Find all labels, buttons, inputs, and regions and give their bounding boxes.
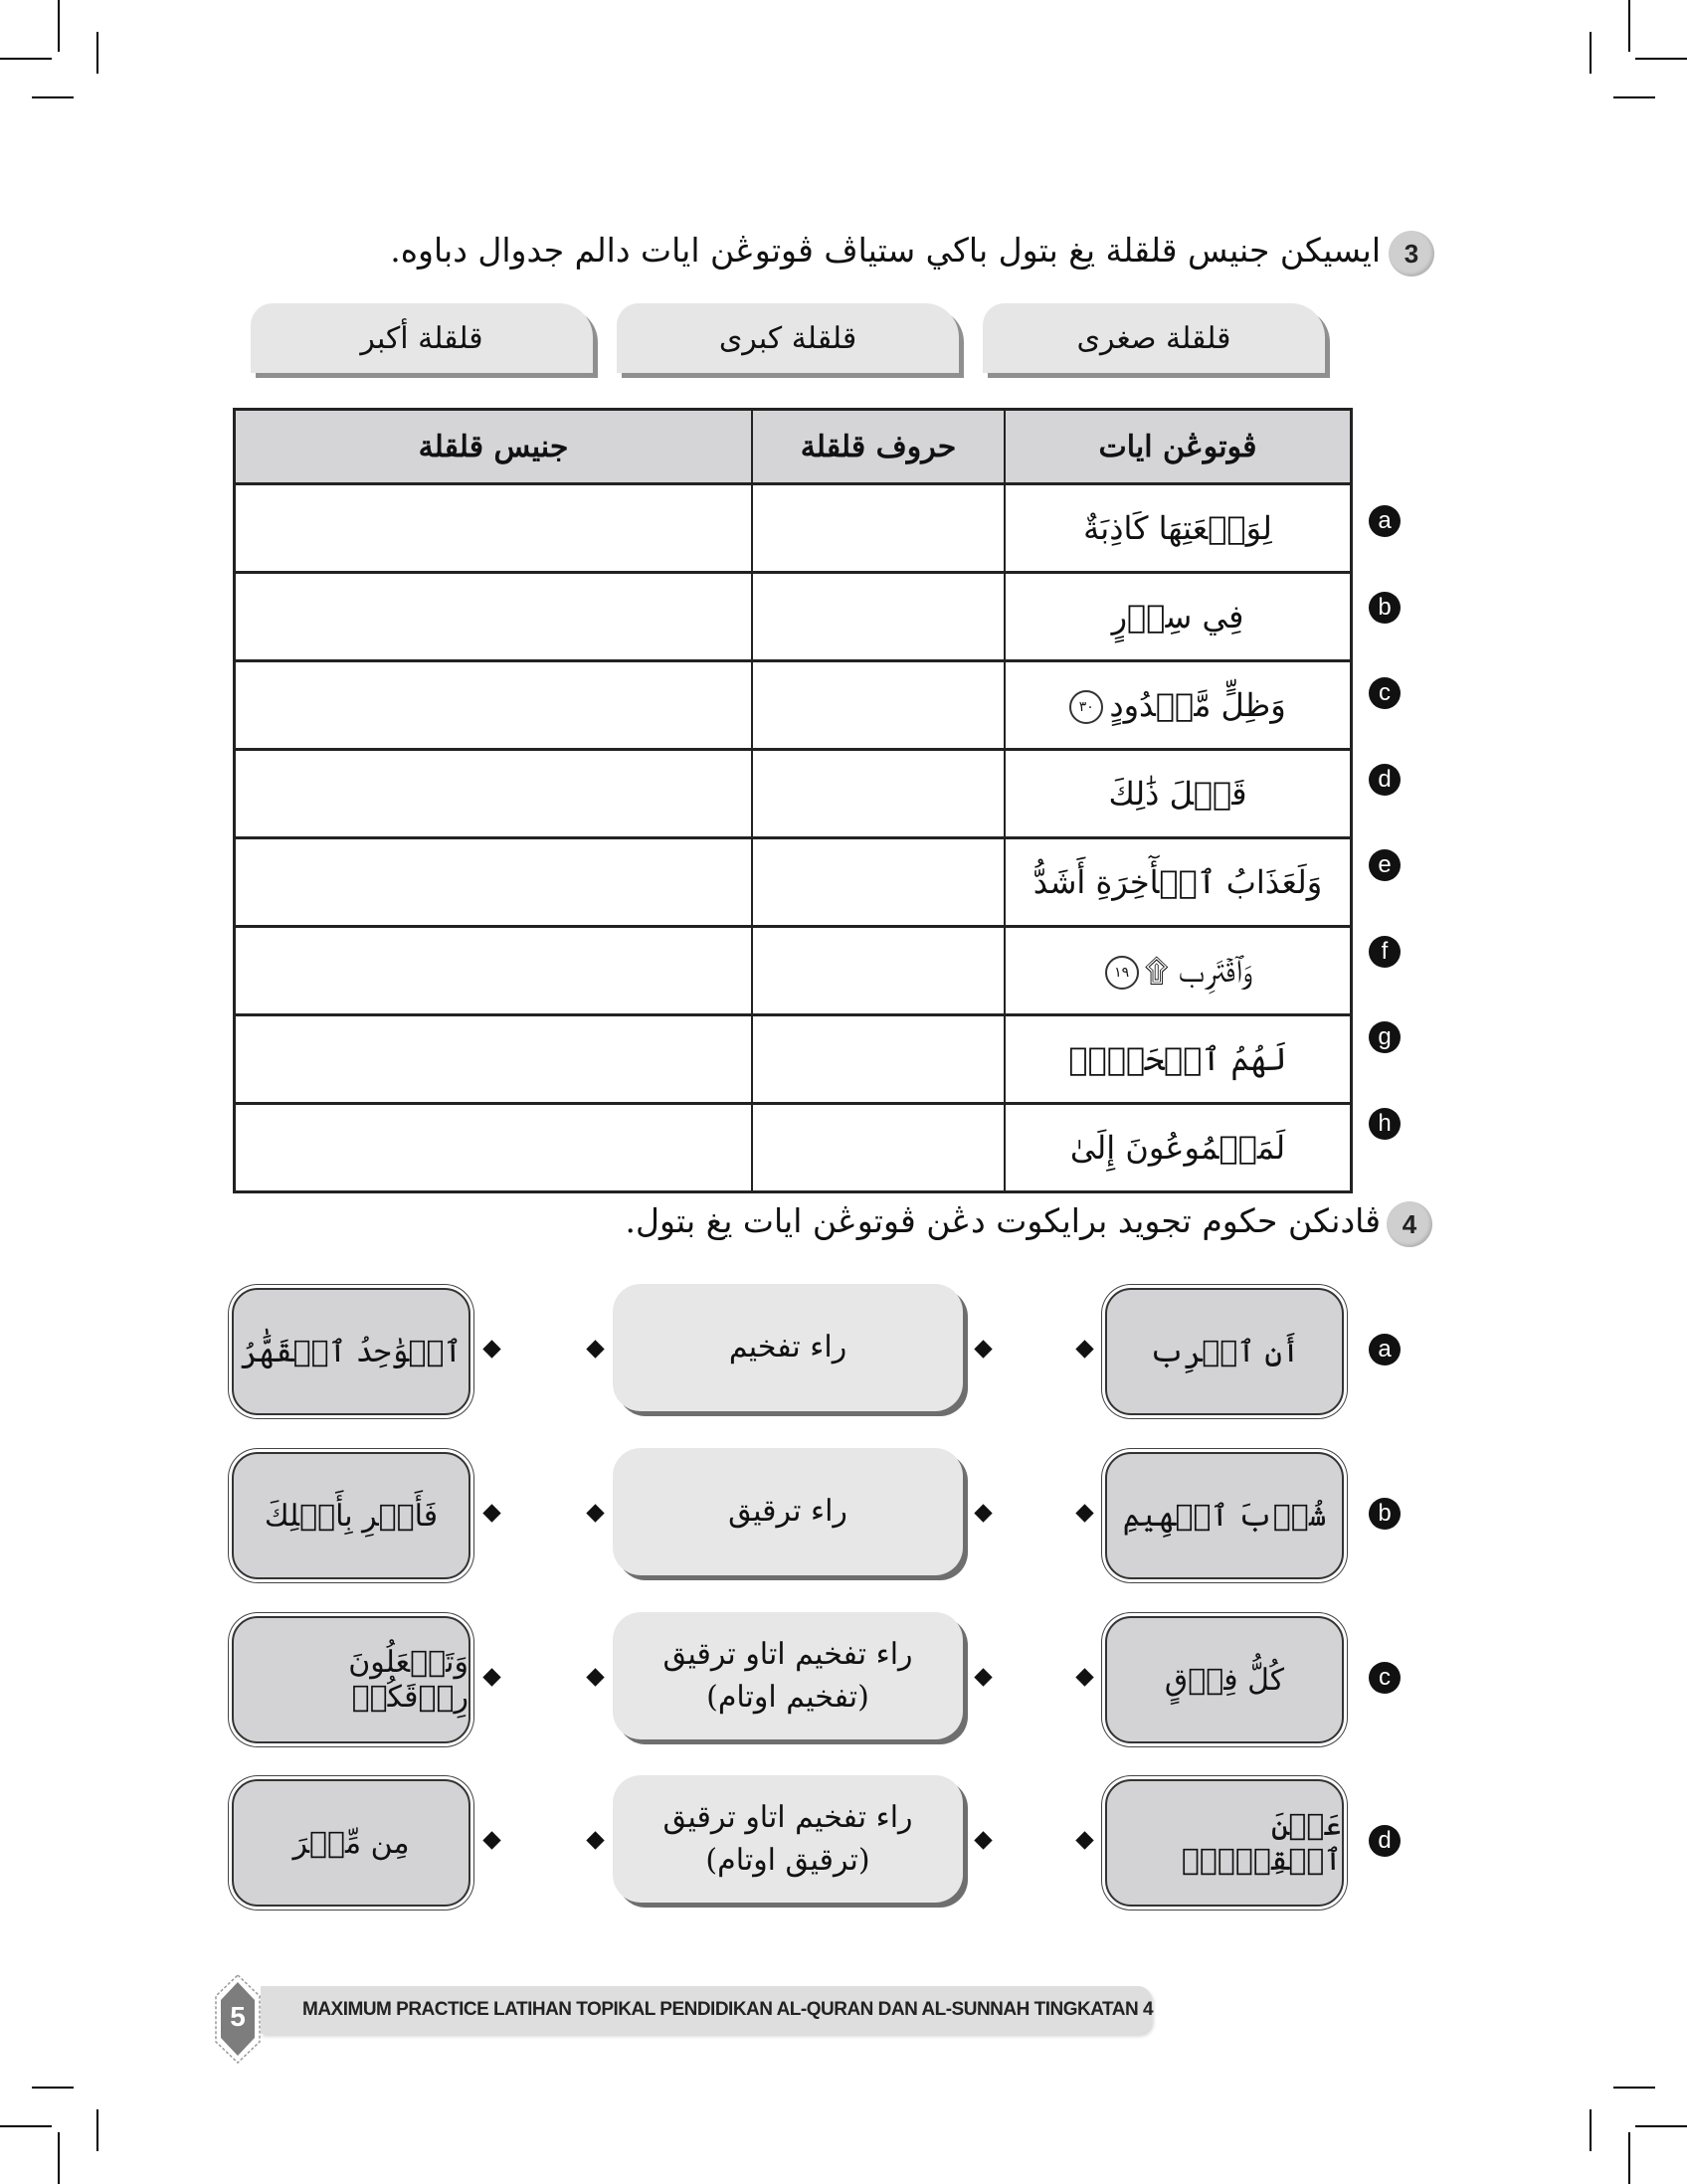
question-4-instruction: ڤادنكن حكوم تجويد برايکوت دڠن ڤوتوڠن ايات يغ بتول. xyxy=(625,1201,1381,1240)
footer-title-bar xyxy=(261,1986,1152,2034)
answer-cell-huruf[interactable] xyxy=(752,1104,1005,1192)
match-verse-box[interactable] xyxy=(1105,1288,1344,1415)
answer-cell-huruf[interactable] xyxy=(752,573,1005,661)
connector-diamond-icon[interactable] xyxy=(1075,1504,1093,1522)
row-letter-badge: b xyxy=(1369,592,1401,624)
verse-text: وَٱقۡتَرِب ۩ xyxy=(1144,951,1251,990)
crop-mark xyxy=(1635,2125,1687,2127)
match-hukum-box[interactable] xyxy=(613,1775,963,1903)
header-huruf-qalqalah: حروف قلقلة xyxy=(752,410,1005,484)
answer-cell-jenis[interactable] xyxy=(235,573,753,661)
row-letter-badge: a xyxy=(1369,505,1401,537)
verse-text: وَظِلٍّ مَّمۡدُودٍ xyxy=(1109,685,1286,724)
crop-mark xyxy=(1628,2132,1630,2184)
hukum-text: راء تفخيم اتاو ترقيق xyxy=(662,1799,913,1835)
answer-cell-huruf[interactable] xyxy=(752,484,1005,573)
verse-cell xyxy=(1005,1104,1352,1192)
crop-mark xyxy=(1613,2087,1655,2089)
match-hukum-box[interactable] xyxy=(613,1284,963,1411)
verse-text: فَأَسۡرِ بِأَهۡلِكَ xyxy=(264,1498,439,1534)
table-row xyxy=(235,661,1352,750)
header-potongan-ayat: ڤوتوڠن ايات xyxy=(1005,410,1352,484)
answer-cell-huruf[interactable] xyxy=(752,838,1005,927)
table-row xyxy=(235,484,1352,573)
match-example-box[interactable] xyxy=(232,1616,470,1743)
connector-diamond-icon[interactable] xyxy=(1075,1831,1093,1849)
verse-text: عَيۡنَ ٱلۡقِطۡرِۖ xyxy=(1181,1808,1342,1878)
hukum-subtext: (ترقيق اوتام) xyxy=(705,1843,870,1878)
connector-diamond-icon[interactable] xyxy=(974,1504,992,1522)
crop-mark xyxy=(32,96,74,98)
connector-diamond-icon[interactable] xyxy=(586,1504,604,1522)
connector-diamond-icon[interactable] xyxy=(974,1340,992,1358)
answer-cell-huruf[interactable] xyxy=(752,927,1005,1015)
crop-mark xyxy=(1590,32,1592,74)
hukum-subtext: (تفخيم اوتام) xyxy=(706,1680,869,1715)
match-verse-box[interactable] xyxy=(1105,1452,1344,1579)
crop-mark xyxy=(58,2132,60,2184)
row-letter-badge: h xyxy=(1369,1108,1401,1140)
row-letter-badge: c xyxy=(1369,1662,1401,1694)
answer-cell-jenis[interactable] xyxy=(235,1015,753,1104)
match-verse-box[interactable] xyxy=(1105,1779,1344,1907)
answer-cell-huruf[interactable] xyxy=(752,661,1005,750)
table-row xyxy=(235,927,1352,1015)
crop-mark xyxy=(0,58,52,60)
verse-text: قَبۡلَ ذَٰلِكَ xyxy=(1108,775,1247,813)
match-example-box[interactable] xyxy=(232,1288,470,1415)
connector-diamond-icon[interactable] xyxy=(1075,1668,1093,1686)
connector-diamond-icon[interactable] xyxy=(974,1668,992,1686)
connector-diamond-icon[interactable] xyxy=(586,1831,604,1849)
verse-end-marker-icon: ١٩ xyxy=(1105,956,1139,990)
table-row xyxy=(235,750,1352,838)
answer-cell-jenis[interactable] xyxy=(235,838,753,927)
match-hukum-box[interactable] xyxy=(613,1612,963,1739)
connector-diamond-icon[interactable] xyxy=(586,1668,604,1686)
verse-cell xyxy=(1005,750,1352,838)
verse-text: ٱلۡوَٰحِدُ ٱلۡقَهَّٰرُ xyxy=(240,1334,463,1369)
row-letter-badge: a xyxy=(1369,1334,1401,1365)
crop-mark xyxy=(96,2109,98,2151)
verse-cell xyxy=(1005,661,1352,750)
verse-text: لَهُمُ ٱلۡحَقُّۖ xyxy=(1068,1040,1287,1078)
verse-text: وَلَعَذَابُ ٱلۡأٓخِرَةِ أَشَدُّ xyxy=(1032,863,1323,901)
row-letter-badge: d xyxy=(1369,1825,1401,1857)
table-row xyxy=(235,838,1352,927)
crop-mark xyxy=(1590,2109,1592,2151)
verse-cell xyxy=(1005,927,1352,1015)
row-letter-badge: d xyxy=(1369,764,1401,796)
connector-diamond-icon[interactable] xyxy=(974,1831,992,1849)
match-verse-box[interactable] xyxy=(1105,1616,1344,1743)
verse-cell xyxy=(1005,573,1352,661)
verse-cell xyxy=(1005,838,1352,927)
row-letter-badge: g xyxy=(1369,1021,1401,1053)
verse-end-marker-icon: ٣٠ xyxy=(1069,690,1103,724)
row-letter-badge: f xyxy=(1369,936,1401,968)
answer-cell-huruf[interactable] xyxy=(752,750,1005,838)
verse-text: أَنِ ٱضۡرِب xyxy=(1149,1334,1300,1369)
table-row xyxy=(235,1015,1352,1104)
answer-cell-jenis[interactable] xyxy=(235,484,753,573)
match-example-box[interactable] xyxy=(232,1452,470,1579)
option-tab-qalqalah-sughra: قلقلة صغرى xyxy=(983,303,1325,373)
verse-text: لَمَجۡمُوعُونَ إِلَىٰ xyxy=(1069,1129,1286,1167)
verse-text: شُرۡبَ ٱلۡهِيمِ xyxy=(1122,1498,1327,1534)
verse-text: لِوَقۡعَتِهَا كَاذِبَةٌ xyxy=(1083,509,1272,547)
option-tab-qalqalah-akbar: قلقلة أكبر xyxy=(251,303,593,373)
match-example-box[interactable] xyxy=(232,1779,470,1907)
table-row xyxy=(235,1104,1352,1192)
question-number-badge: 3 xyxy=(1389,231,1434,276)
page-number: 5 xyxy=(230,2001,246,2032)
connector-diamond-icon[interactable] xyxy=(1075,1340,1093,1358)
hukum-text: راء تفخيم اتاو ترقيق xyxy=(662,1636,913,1672)
match-hukum-box[interactable] xyxy=(613,1448,963,1575)
row-letter-badge: e xyxy=(1369,849,1401,881)
option-tab-qalqalah-kubra: قلقلة كبرى xyxy=(617,303,959,373)
verse-text: وَتَجۡعَلُونَ رِزۡقَكُمۡ xyxy=(348,1645,469,1715)
hukum-text: راء تفخيم xyxy=(728,1330,847,1365)
header-jenis-qalqalah: جنيس قلقلة xyxy=(235,410,753,484)
qalqalah-table xyxy=(233,408,1353,1193)
connector-diamond-icon[interactable] xyxy=(482,1504,500,1522)
connector-diamond-icon[interactable] xyxy=(586,1340,604,1358)
answer-cell-jenis[interactable] xyxy=(235,661,753,750)
crop-mark xyxy=(0,2125,52,2127)
answer-cell-jenis[interactable] xyxy=(235,750,753,838)
question-3-instruction: ايسيكن جنيس قلقلة يغ بتول باکي ستياڤ ڤوتوڠن ايات دالم جدوال دباوه. xyxy=(390,231,1381,270)
connector-diamond-icon[interactable] xyxy=(482,1831,500,1849)
verse-text: فِي سِدۡرٍ xyxy=(1111,598,1244,636)
verse-cell xyxy=(1005,484,1352,573)
connector-diamond-icon[interactable] xyxy=(482,1668,500,1686)
question-number-badge: 4 xyxy=(1387,1201,1432,1247)
answer-cell-jenis[interactable] xyxy=(235,927,753,1015)
crop-mark xyxy=(1613,96,1655,98)
answer-cell-huruf[interactable] xyxy=(752,1015,1005,1104)
connector-diamond-icon[interactable] xyxy=(482,1340,500,1358)
crop-mark xyxy=(1635,58,1687,60)
hukum-text: راء ترقيق xyxy=(728,1494,847,1530)
answer-cell-jenis[interactable] xyxy=(235,1104,753,1192)
row-letter-badge: b xyxy=(1369,1498,1401,1530)
crop-mark xyxy=(96,32,98,74)
footer-title: MAXIMUM PRACTICE LATIHAN TOPIKAL PENDIDIKAN AL-QURAN DAN AL-SUNNAH TINGKATAN 4 xyxy=(302,1999,1154,2020)
verse-text: كُلُّ فِرۡقٍ xyxy=(1164,1662,1285,1698)
crop-mark xyxy=(1628,0,1630,52)
verse-cell xyxy=(1005,1015,1352,1104)
row-letter-badge: c xyxy=(1369,677,1401,709)
crop-mark xyxy=(58,0,60,52)
crop-mark xyxy=(32,2087,74,2089)
table-row xyxy=(235,573,1352,661)
verse-text: مِن مِّصۡرَ xyxy=(292,1825,410,1861)
